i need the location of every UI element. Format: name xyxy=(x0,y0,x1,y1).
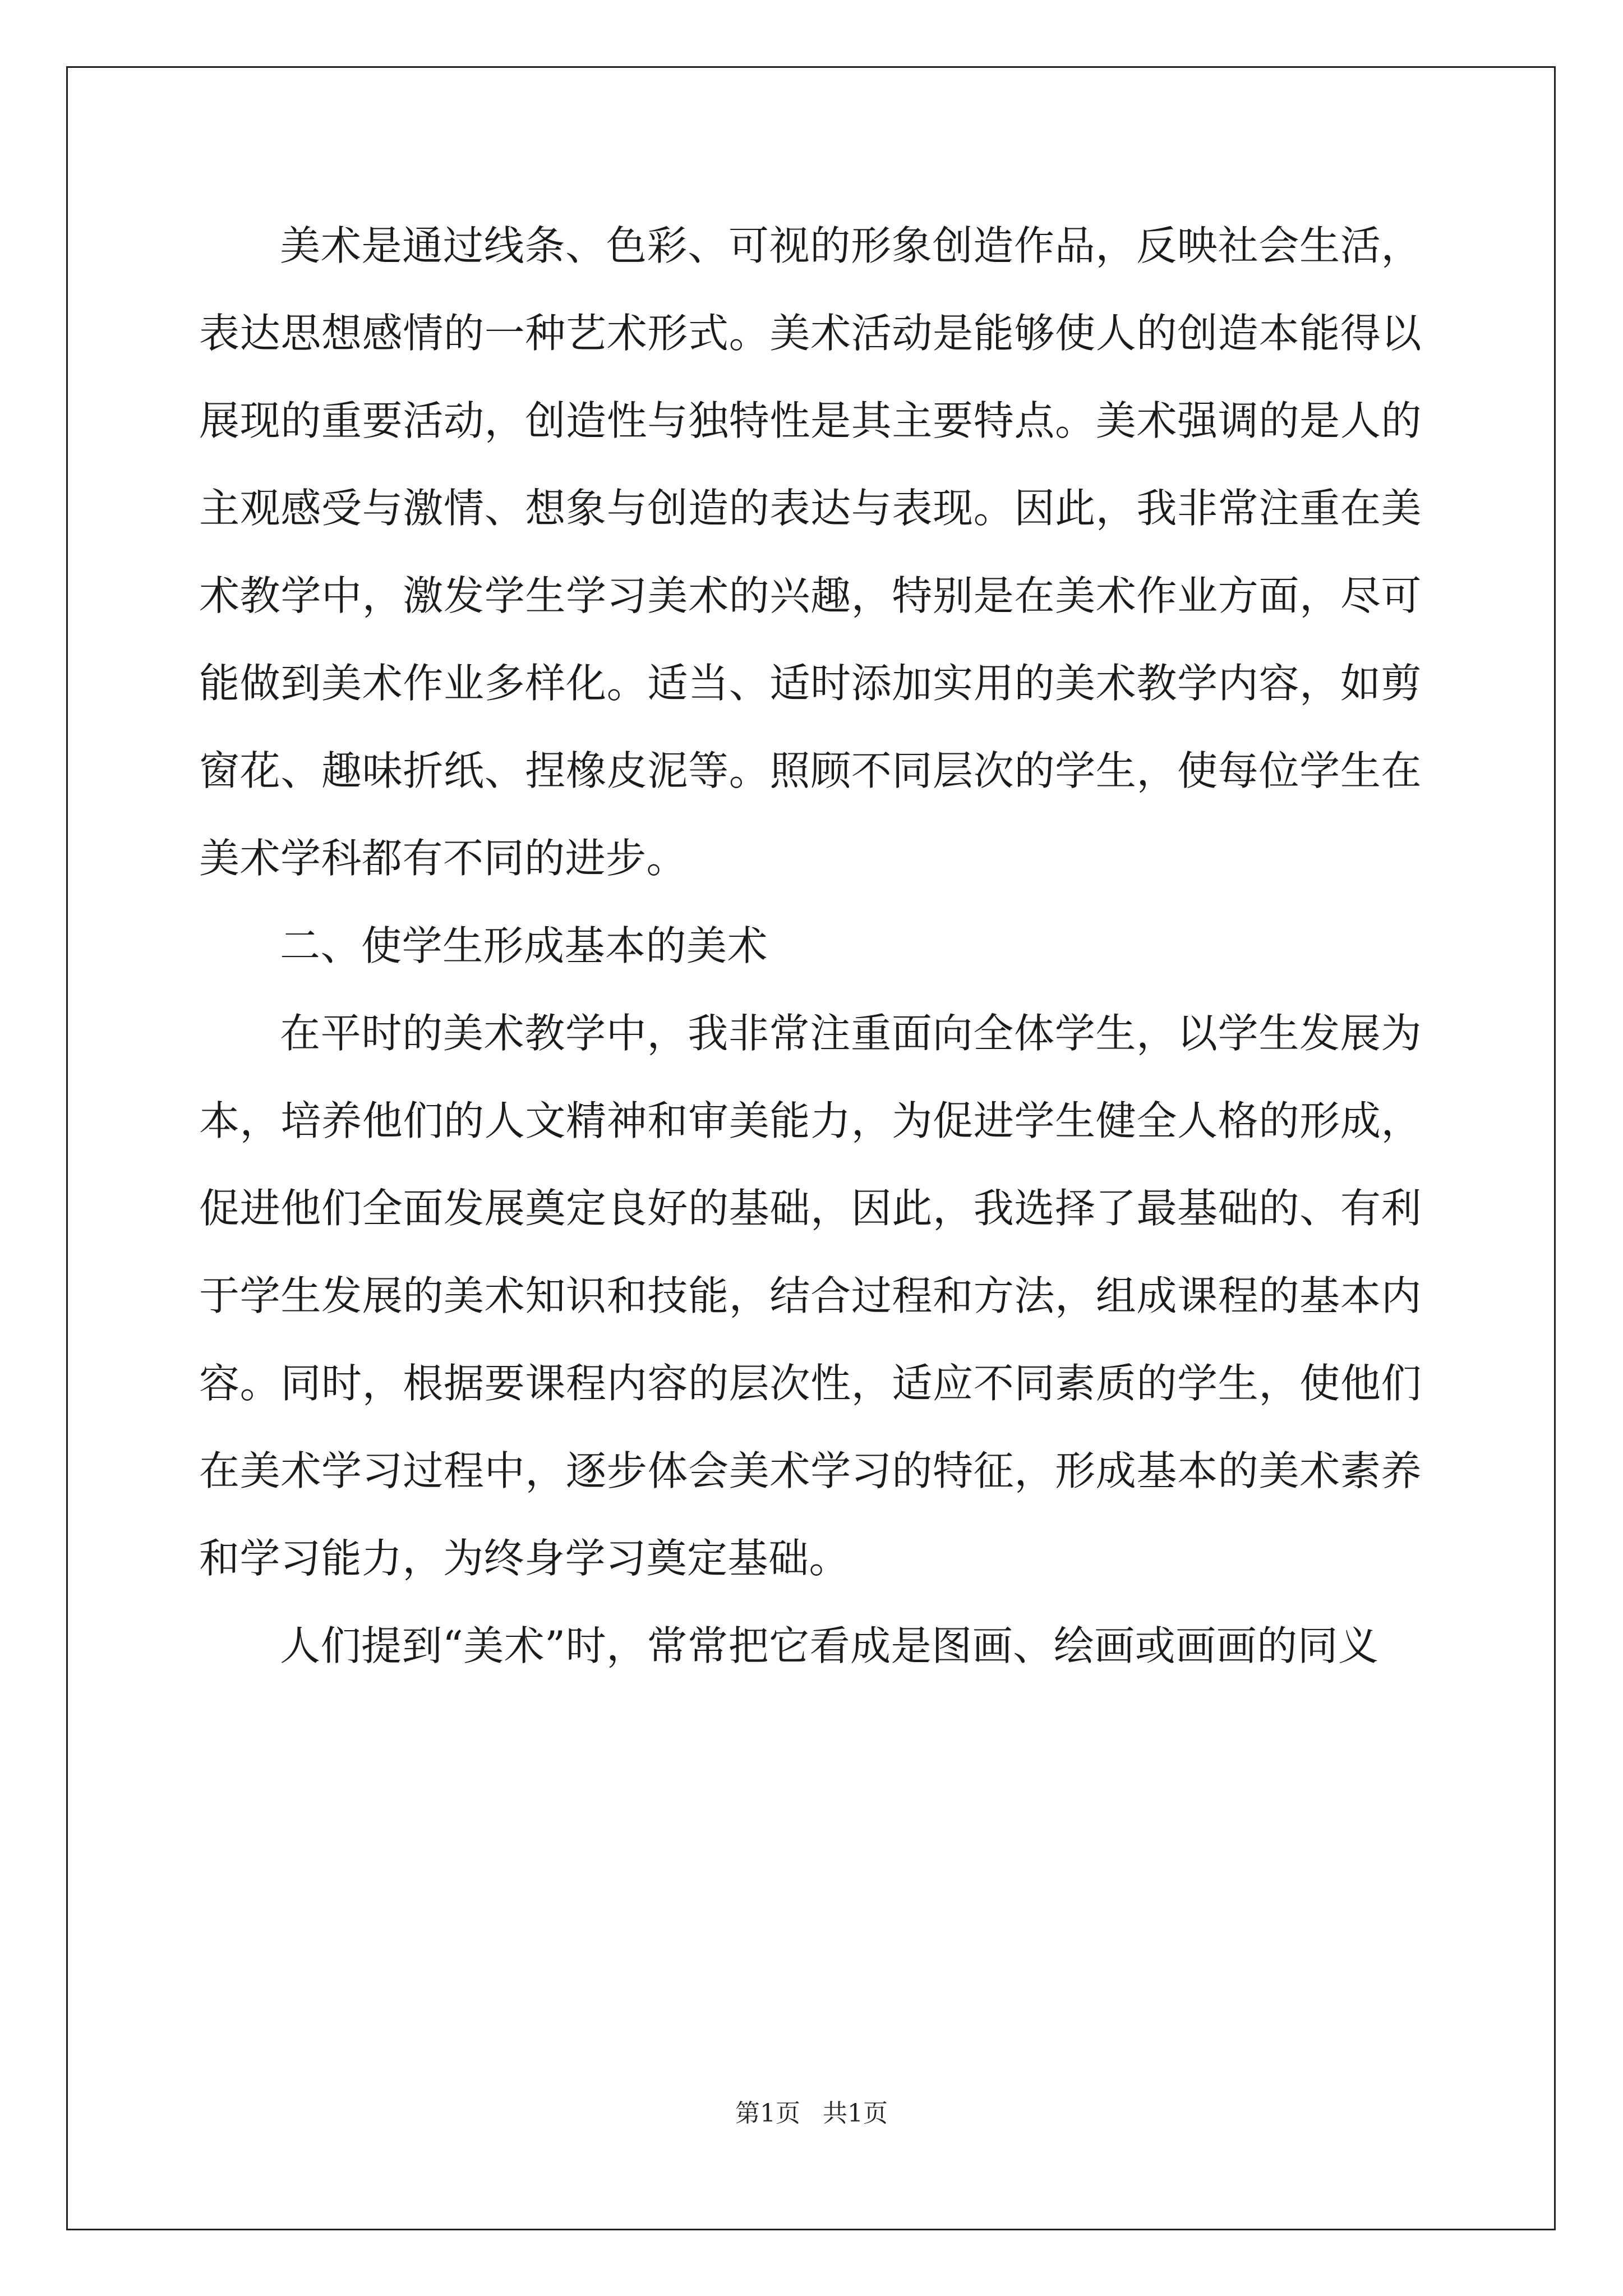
document-body xyxy=(199,202,1422,1690)
page-number-current: 第1页 xyxy=(735,2099,800,2128)
page-footer xyxy=(0,2097,1623,2131)
section-heading: 二、使学生形成基本的美术 xyxy=(280,922,768,969)
paragraph-3: 人们提到“美术”时，常常把它看成是图画、绘画或画画的同义 xyxy=(280,1622,1379,1669)
paragraph-2: 在平时的美术教学中，我非常注重面向全体学生，以学生发展为本，培养他们的人文精神和审美能力，为促进学生健全人格的形成，促进他们全面发展奠定良好的基础，因此，我选择了最基础的、有利于学生发展的美术知识和技能，结合过程和方法，组成课程的基本内容。同时，根据要课程内容的层次性，适应不同素质的学生，使他们在美术学习过程中，逐步体会美术学习的特征，形成基本的美术素养和学习能力，为终身学习奠定基础。 xyxy=(199,1010,1422,1582)
paragraph-1: 美术是通过线条、色彩、可视的形象创造作品，反映社会生活，表达思想感情的一种艺术形式。美术活动是能够使人的创造本能得以展现的重要活动，创造性与独特性是其主要特点。美术强调的是人的主观感受与激情、想象与创造的表达与表现。因此，我非常注重在美术教学中，激发学生学习美术的兴趣，特别是在美术作业方面，尽可能做到美术作业多样化。适当、适时添加实用的美术教学内容，如剪窗花、趣味折纸、捏橡皮泥等。照顾不同层次的学生，使每位学生在美术学科都有不同的进步。 xyxy=(199,222,1422,882)
page-number-total: 共1页 xyxy=(823,2099,888,2128)
